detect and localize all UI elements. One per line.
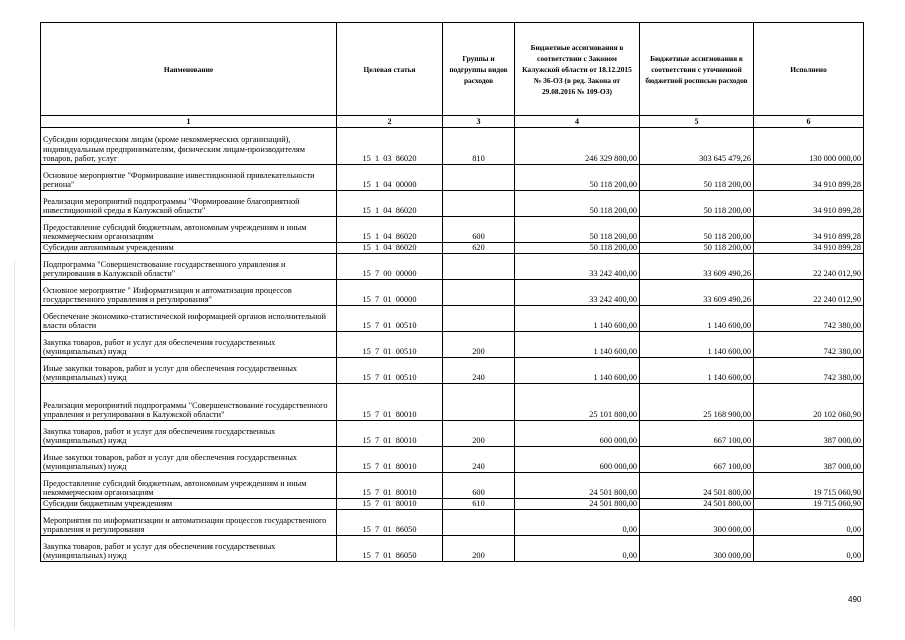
row-target-article: 15 7 01 86050 (337, 510, 443, 536)
row-target-article: 15 7 01 00000 (337, 280, 443, 306)
row-refined-allocation: 33 609 490,26 (640, 280, 754, 306)
table-row (41, 128, 864, 165)
row-target-article: 15 1 04 86020 (337, 217, 443, 243)
row-executed: 387 000,00 (754, 421, 864, 447)
header-target-article: Целевая статья (337, 23, 443, 116)
row-refined-allocation: 1 140 600,00 (640, 358, 754, 384)
row-expense-group: 610 (443, 499, 515, 510)
row-target-article: 15 7 01 80010 (337, 421, 443, 447)
row-expense-group (443, 191, 515, 217)
row-executed: 34 910 899,28 (754, 243, 864, 254)
row-refined-allocation: 1 140 600,00 (640, 306, 754, 332)
row-law-allocation: 50 118 200,00 (515, 191, 640, 217)
row-name: Обеспечение экономико-статистической информацией органов исполнительной власти области (41, 306, 337, 332)
row-law-allocation: 50 118 200,00 (515, 243, 640, 254)
row-target-article: 15 1 03 86020 (337, 128, 443, 165)
row-target-article: 15 7 00 00000 (337, 254, 443, 280)
row-law-allocation: 246 329 800,00 (515, 128, 640, 165)
row-refined-allocation: 33 609 490,26 (640, 254, 754, 280)
budget-table (40, 22, 864, 562)
row-refined-allocation: 300 000,00 (640, 536, 754, 562)
row-law-allocation: 1 140 600,00 (515, 306, 640, 332)
row-law-allocation: 33 242 400,00 (515, 280, 640, 306)
header-name: Наименование (41, 23, 337, 116)
table-row (41, 243, 864, 254)
row-name: Реализация мероприятий подпрограммы "Совершенствование государственного управления и регулирования в Калужской области" (41, 384, 337, 421)
row-target-article: 15 1 04 86020 (337, 191, 443, 217)
row-target-article: 15 7 01 00510 (337, 332, 443, 358)
table-row (41, 191, 864, 217)
row-name: Субсидии автономным учреждениям (41, 243, 337, 254)
row-refined-allocation: 50 118 200,00 (640, 191, 754, 217)
row-name: Закупка товаров, работ и услуг для обеспечения государственных (муниципальных) нужд (41, 536, 337, 562)
row-law-allocation: 0,00 (515, 510, 640, 536)
table-row (41, 217, 864, 243)
row-law-allocation: 1 140 600,00 (515, 332, 640, 358)
row-expense-group: 200 (443, 332, 515, 358)
row-refined-allocation: 25 168 900,00 (640, 384, 754, 421)
table-row (41, 510, 864, 536)
row-expense-group (443, 306, 515, 332)
row-refined-allocation: 50 118 200,00 (640, 217, 754, 243)
row-name: Подпрограмма "Совершенствование государственного управления и регулирования в Калужской области" (41, 254, 337, 280)
row-expense-group: 600 (443, 217, 515, 243)
row-law-allocation: 25 101 800,00 (515, 384, 640, 421)
table-row (41, 473, 864, 499)
row-executed: 742 380,00 (754, 358, 864, 384)
table-row (41, 280, 864, 306)
row-executed: 22 240 012,90 (754, 254, 864, 280)
column-number-row (41, 116, 864, 128)
row-name: Закупка товаров, работ и услуг для обеспечения государственных (муниципальных) нужд (41, 421, 337, 447)
row-refined-allocation: 50 118 200,00 (640, 243, 754, 254)
row-refined-allocation: 667 100,00 (640, 447, 754, 473)
table-row (41, 306, 864, 332)
row-name: Основное мероприятие " Информатизация и автоматизация процессов государственного управления и регулирования" (41, 280, 337, 306)
table-row (41, 254, 864, 280)
table-row (41, 358, 864, 384)
row-executed: 0,00 (754, 536, 864, 562)
row-target-article: 15 7 01 00510 (337, 358, 443, 384)
table-row (41, 421, 864, 447)
table-header-row (41, 23, 864, 116)
row-executed: 130 000 000,00 (754, 128, 864, 165)
row-law-allocation: 50 118 200,00 (515, 217, 640, 243)
row-name: Субсидии юридическим лицам (кроме некоммерческих организаций), индивидуальным предпринимателям, физическим лицам-производителям товаров, работ, услуг (41, 128, 337, 165)
row-target-article: 15 7 01 80010 (337, 384, 443, 421)
row-executed: 0,00 (754, 510, 864, 536)
row-refined-allocation: 24 501 800,00 (640, 473, 754, 499)
table-body (41, 128, 864, 562)
row-target-article: 15 7 01 80010 (337, 447, 443, 473)
row-refined-allocation: 50 118 200,00 (640, 165, 754, 191)
row-executed: 20 102 060,90 (754, 384, 864, 421)
row-name: Предоставление субсидий бюджетным, автономным учреждениям и иным некоммерческим организациям (41, 473, 337, 499)
row-law-allocation: 24 501 800,00 (515, 499, 640, 510)
column-number: 2 (337, 116, 443, 128)
row-expense-group (443, 384, 515, 421)
row-expense-group (443, 254, 515, 280)
column-number: 4 (515, 116, 640, 128)
column-number: 5 (640, 116, 754, 128)
row-executed: 742 380,00 (754, 306, 864, 332)
row-expense-group (443, 165, 515, 191)
row-law-allocation: 33 242 400,00 (515, 254, 640, 280)
row-expense-group: 600 (443, 473, 515, 499)
row-expense-group: 200 (443, 421, 515, 447)
row-executed: 19 715 060,90 (754, 499, 864, 510)
row-refined-allocation: 24 501 800,00 (640, 499, 754, 510)
row-expense-group (443, 510, 515, 536)
row-expense-group: 240 (443, 358, 515, 384)
row-executed: 34 910 899,28 (754, 165, 864, 191)
row-refined-allocation: 667 100,00 (640, 421, 754, 447)
table-row (41, 165, 864, 191)
row-target-article: 15 7 01 86050 (337, 536, 443, 562)
header-law-allocations: Бюджетные ассигнования в соответствии с Законом Калужской области от 18.12.2015 № 36-ОЗ (в ред. Закона от 29.08.2016 № 109-ОЗ) (515, 23, 640, 116)
row-expense-group: 200 (443, 536, 515, 562)
row-target-article: 15 1 04 86020 (337, 243, 443, 254)
row-executed: 742 380,00 (754, 332, 864, 358)
row-name: Основное мероприятие "Формирование инвестиционной привлекательности региона" (41, 165, 337, 191)
scan-edge-mark (14, 260, 15, 630)
table-row (41, 447, 864, 473)
row-executed: 34 910 899,28 (754, 191, 864, 217)
table-row (41, 332, 864, 358)
header-expense-groups: Группы и подгруппы видов расходов (443, 23, 515, 116)
table-row (41, 384, 864, 421)
row-target-article: 15 1 04 00000 (337, 165, 443, 191)
column-number: 3 (443, 116, 515, 128)
row-law-allocation: 600 000,00 (515, 421, 640, 447)
row-expense-group (443, 280, 515, 306)
row-law-allocation: 24 501 800,00 (515, 473, 640, 499)
row-name: Субсидии бюджетным учреждениям (41, 499, 337, 510)
row-target-article: 15 7 01 80010 (337, 473, 443, 499)
row-refined-allocation: 303 645 479,26 (640, 128, 754, 165)
row-expense-group: 620 (443, 243, 515, 254)
row-refined-allocation: 300 000,00 (640, 510, 754, 536)
row-name: Иные закупки товаров, работ и услуг для обеспечения государственных (муниципальных) нужд (41, 447, 337, 473)
row-executed: 19 715 060,90 (754, 473, 864, 499)
row-law-allocation: 1 140 600,00 (515, 358, 640, 384)
row-law-allocation: 50 118 200,00 (515, 165, 640, 191)
row-executed: 22 240 012,90 (754, 280, 864, 306)
column-number: 6 (754, 116, 864, 128)
column-number: 1 (41, 116, 337, 128)
row-expense-group: 810 (443, 128, 515, 165)
row-name: Закупка товаров, работ и услуг для обеспечения государственных (муниципальных) нужд (41, 332, 337, 358)
row-name: Реализация мероприятий подпрограммы "Формирование благоприятной инвестиционной среды в Калужской области" (41, 191, 337, 217)
row-target-article: 15 7 01 80010 (337, 499, 443, 510)
table-row (41, 536, 864, 562)
header-executed: Исполнено (754, 23, 864, 116)
header-refined-allocations: Бюджетные ассигнования в соответствии с уточненной бюджетной росписью расходов (640, 23, 754, 116)
row-law-allocation: 0,00 (515, 536, 640, 562)
row-target-article: 15 7 01 00510 (337, 306, 443, 332)
page-number: 490 (848, 595, 862, 604)
row-name: Мероприятия по информатизации и автоматизации процессов государственного управления и регулирования (41, 510, 337, 536)
row-law-allocation: 600 000,00 (515, 447, 640, 473)
row-executed: 34 910 899,28 (754, 217, 864, 243)
row-expense-group: 240 (443, 447, 515, 473)
row-name: Иные закупки товаров, работ и услуг для обеспечения государственных (муниципальных) нужд (41, 358, 337, 384)
row-name: Предоставление субсидий бюджетным, автономным учреждениям и иным некоммерческим организациям (41, 217, 337, 243)
row-executed: 387 000,00 (754, 447, 864, 473)
table-row (41, 499, 864, 510)
row-refined-allocation: 1 140 600,00 (640, 332, 754, 358)
